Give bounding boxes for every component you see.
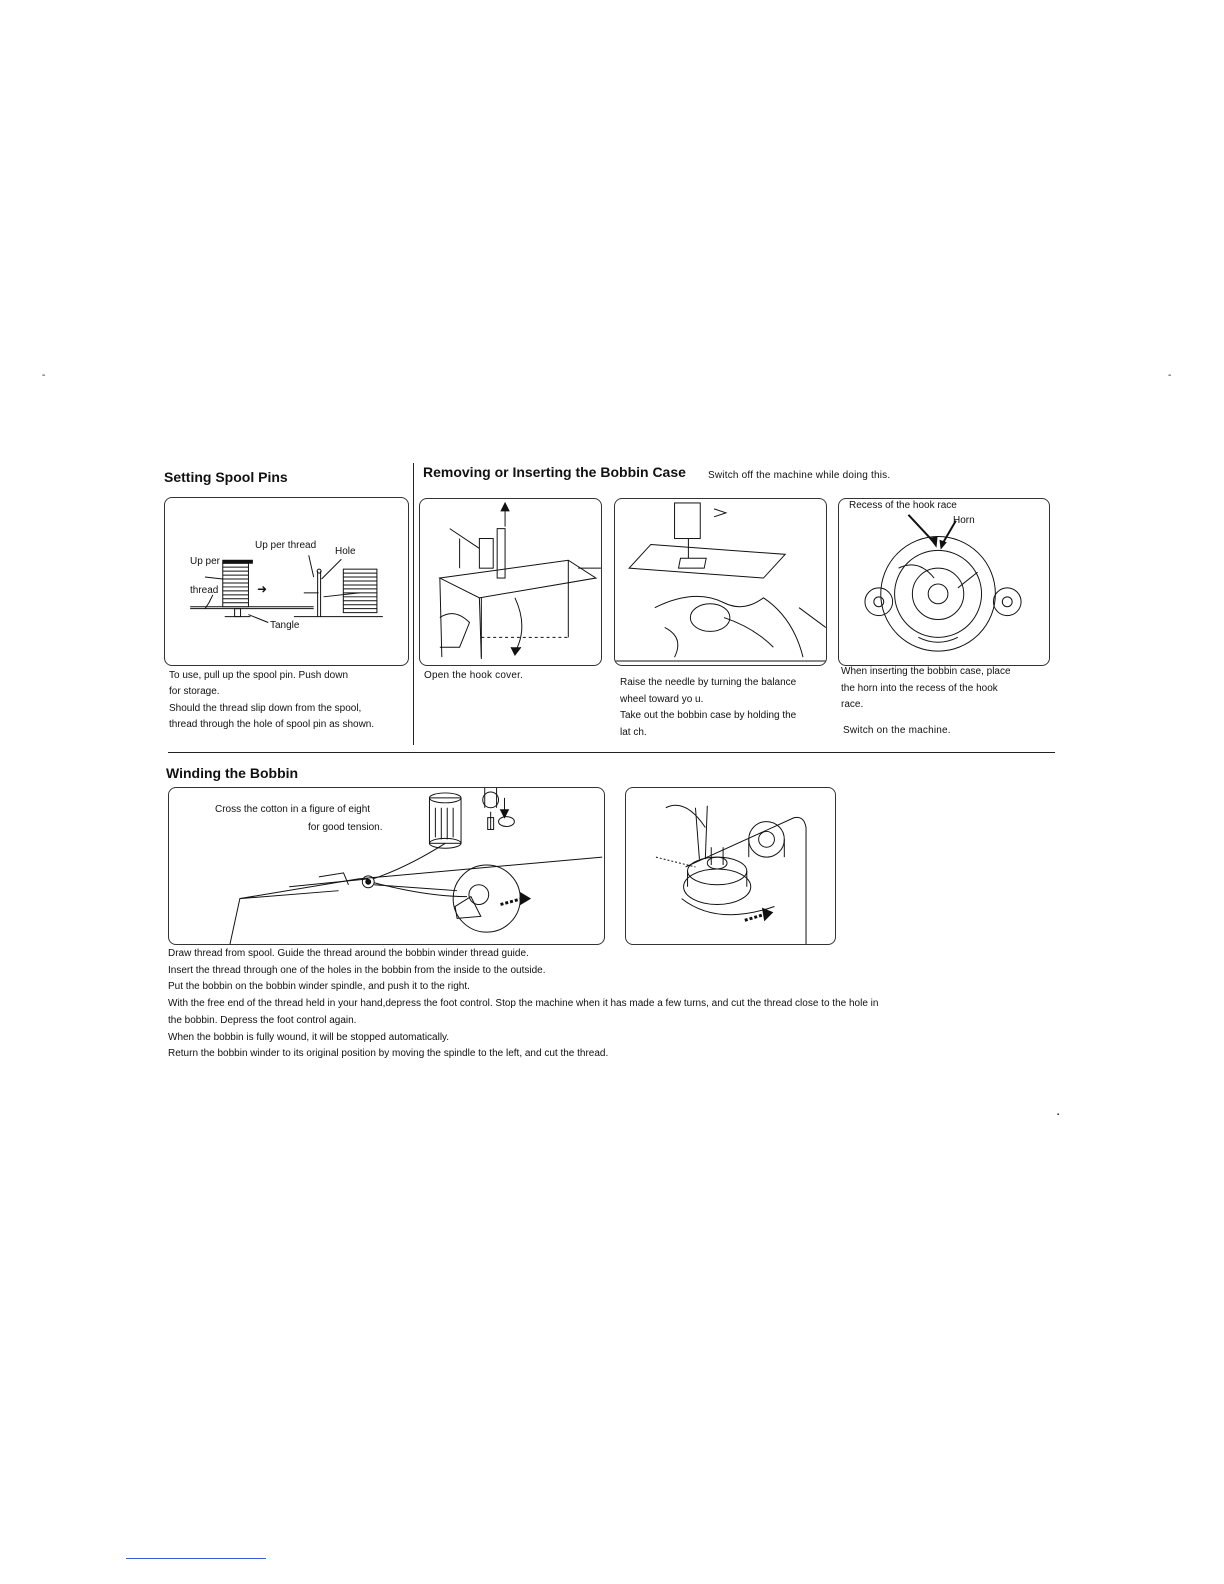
winding-line-6: When the bobbin is fully wound, it will be stopped automatically. xyxy=(168,1031,450,1043)
bobbin-case-title: Removing or Inserting the Bobbin Case xyxy=(423,464,686,480)
step3-line-1: When inserting the bobbin case, place xyxy=(841,666,1011,677)
corner-mark-right: - xyxy=(1168,370,1172,381)
footer-rule xyxy=(126,1558,266,1559)
arrow-right-icon: ➜ xyxy=(257,582,268,596)
spool-pins-figure xyxy=(164,497,409,666)
step1-text: Open the hook cover. xyxy=(424,670,524,681)
hook-race-illustration xyxy=(839,499,1049,665)
caption-figure-eight: Cross the cotton in a figure of eight xyxy=(215,804,371,815)
section-divider-horizontal xyxy=(168,752,1055,753)
spool-pins-line-3: Should the thread slip down from the spool, xyxy=(169,702,362,714)
winding-line-1: Draw thread from spool. Guide the thread around the bobbin winder thread guide. xyxy=(168,948,529,959)
winding-figure-right xyxy=(625,787,836,945)
winding-line-3: Put the bobbin on the bobbin winder spindle, and push it to the right. xyxy=(168,981,470,992)
step3-line-2: the horn into the recess of the hook xyxy=(841,682,998,694)
spool-pins-line-1: To use, pull up the spool pin. Push down xyxy=(169,670,349,681)
spool-pins-instructions-rest xyxy=(169,684,404,734)
winding-line-5: the bobbin. Depress the foot control again. xyxy=(168,1015,357,1026)
spool-pins-line-2: for storage. xyxy=(169,686,220,697)
winding-instructions xyxy=(168,946,1048,996)
bobbin-case-note: Switch off the machine while doing this. xyxy=(708,470,891,481)
hook-cover-illustration xyxy=(420,499,601,665)
bobbin-spindle-illustration xyxy=(626,788,835,944)
spool-pins-instructions xyxy=(169,668,397,685)
remove-bobbin-case-figure xyxy=(614,498,827,666)
corner-mark-left: - xyxy=(42,370,46,381)
needle-raise-illustration xyxy=(615,499,826,665)
label-hole: Hole xyxy=(335,546,356,557)
section-divider-vertical xyxy=(413,463,414,745)
step3-line-3: race. xyxy=(841,699,864,710)
label-upper: Up per xyxy=(190,556,221,567)
winding-instructions-justified xyxy=(168,996,1044,1013)
winding-line-2: Insert the thread through one of the holes in the bobbin from the inside to the outside. xyxy=(168,964,546,976)
spool-pins-title: Setting Spool Pins xyxy=(164,469,288,485)
corner-mark-bottom-right: ▪ xyxy=(1057,1112,1060,1118)
winding-instructions-rest xyxy=(168,1013,1048,1063)
label-thread: thread xyxy=(190,585,219,596)
winding-title: Winding the Bobbin xyxy=(166,765,299,781)
label-upper-thread: Up per thread xyxy=(255,540,317,551)
step3-text xyxy=(841,664,1040,697)
step3-after: Switch on the machine. xyxy=(843,725,951,736)
step3-text-end xyxy=(841,697,863,714)
open-hook-cover-figure xyxy=(419,498,602,666)
caption-good-tension: for good tension. xyxy=(308,822,383,833)
step2-line-3: Take out the bobbin case by holding the xyxy=(620,710,797,721)
step2-line-1: Raise the needle by turning the balance xyxy=(620,677,797,688)
insert-bobbin-case-figure xyxy=(838,498,1050,666)
winding-line-7: Return the bobbin winder to its original position by moving the spindle to the left, and cut the thread. xyxy=(168,1048,609,1059)
step2-line-2: wheel toward yo u. xyxy=(620,693,704,705)
label-tangle: Tangle xyxy=(270,620,300,631)
winding-figure-left xyxy=(168,787,605,945)
step2-line-4: lat ch. xyxy=(620,726,647,738)
winding-line-4: With the free end of the thread held in your hand,depress the foot control. Stop the machine when it has made a few turns, and cut the thread close to the hole in xyxy=(168,998,879,1009)
step2-text xyxy=(620,675,820,741)
label-horn: Horn xyxy=(953,515,975,526)
spool-pins-illustration xyxy=(165,498,408,665)
label-recess: Recess of the hook race xyxy=(849,500,957,511)
spool-pins-line-4: thread through the hole of spool pin as shown. xyxy=(169,719,375,730)
